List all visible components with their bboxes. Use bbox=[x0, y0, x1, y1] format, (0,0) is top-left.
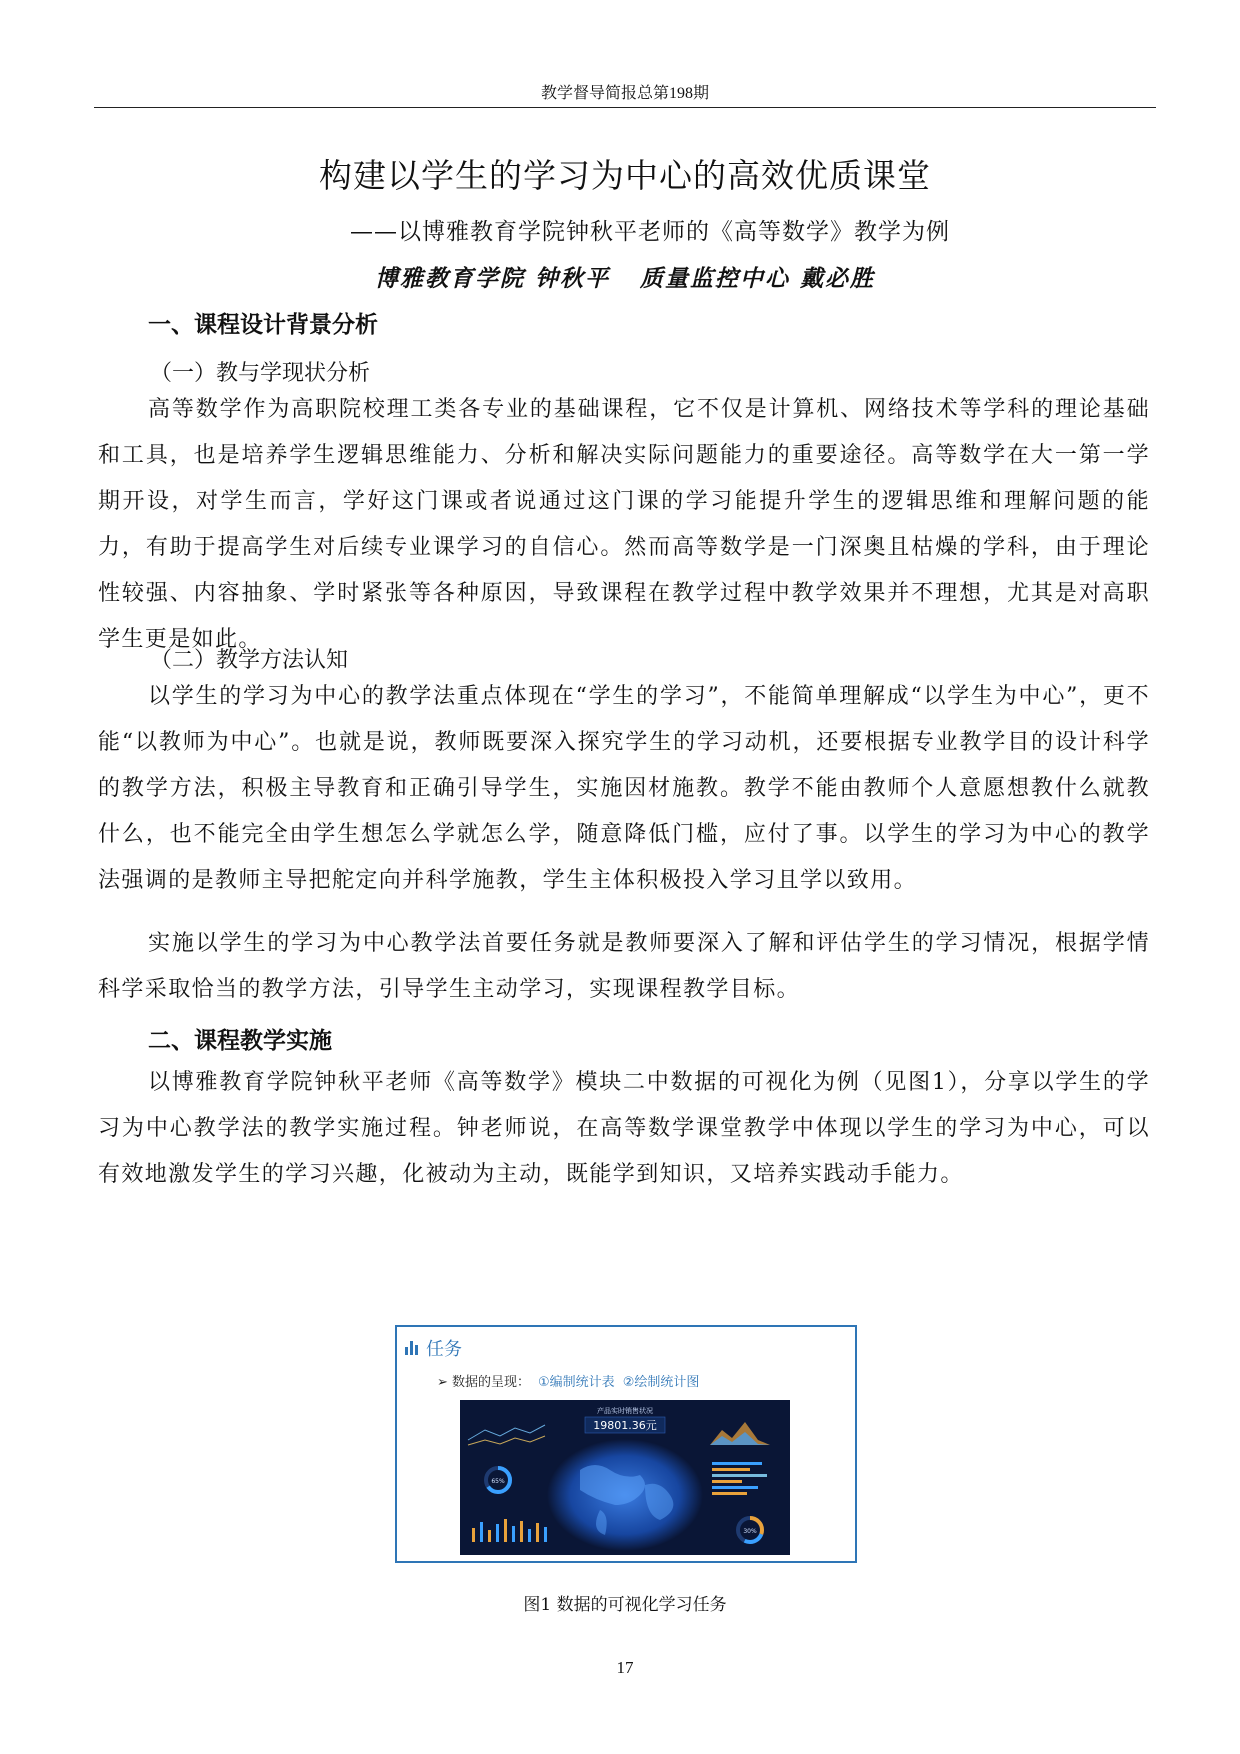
task-line-prefix: ➢ 数据的呈现： bbox=[437, 1375, 531, 1390]
subsection-heading-2: （二）教学方法认知 bbox=[150, 648, 349, 673]
bar-chart-icon bbox=[405, 1341, 418, 1355]
article-subtitle: ——以博雅教育学院钟秋平老师的《高等数学》教学为例 bbox=[350, 219, 950, 245]
gauge-value: 30% bbox=[743, 1528, 757, 1535]
figure-1 bbox=[395, 1325, 857, 1563]
page-number: 17 bbox=[616, 1658, 634, 1677]
task-header bbox=[405, 1335, 462, 1361]
task-item-1: ①编制统计表 bbox=[538, 1375, 615, 1390]
dashboard-image bbox=[460, 1400, 790, 1555]
task-line bbox=[437, 1371, 699, 1390]
header-rule bbox=[94, 107, 1156, 108]
section-heading-1: 一、课程设计背景分析 bbox=[148, 312, 378, 338]
paragraph-implementation: 以博雅教育学院钟秋平老师《高等数学》模块二中数据的可视化为例（见图1），分享以学生的学习为中心教学法的教学实施过程。钟老师说，在高等数学课堂教学中体现以学生的学习为中心，可以有效地激发学生的学习兴趣，化被动为主动，既能学到知识，又培养实践动手能力。 bbox=[98, 1070, 1150, 1187]
gauge-value: 65% bbox=[491, 1478, 505, 1485]
task-label: 任务 bbox=[426, 1339, 462, 1360]
dashboard-title: 产品实时销售状况 bbox=[597, 1407, 653, 1415]
article-authors: 博雅教育学院 钟秋平 质量监控中心 戴必胜 bbox=[374, 265, 876, 292]
paragraph-method-cognition: 以学生的学习为中心的教学法重点体现在“学生的学习”，不能简单理解成“以学生为中心”，更不能“以教师为中心”。也就是说，教师既要深入探究学生的学习动机，还要根据专业教学目的设计科学的教学方法，积极主导教育和正确引导学生，实施因材施教。教学不能由教师个人意愿想教什么就教什么，也不能完全由学生想怎么学就怎么学，随意降低门槛，应付了事。以学生的学习为中心的教学法强调的是教师主导把舵定向并科学施教，学生主体积极投入学习且学以致用。 bbox=[98, 684, 1150, 893]
paragraph-status-analysis: 高等数学作为高职院校理工类各专业的基础课程，它不仅是计算机、网络技术等学科的理论基础和工具，也是培养学生逻辑思维能力、分析和解决实际问题能力的重要途径。高等数学在大一第一学期开设，对学生而言，学好这门课或者说通过这门课的学习能提升学生的逻辑思维和理解问题的能力，有助于提高学生对后续专业课学习的自信心。然而高等数学是一门深奥且枯燥的学科，由于理论性较强、内容抽象、学时紧张等各种原因，导致课程在教学过程中教学效果并不理想，尤其是对高职学生更是如此。 bbox=[98, 397, 1150, 652]
article-title: 构建以学生的学习为中心的高效优质课堂 bbox=[319, 156, 931, 195]
dashboard-graphic bbox=[460, 1400, 790, 1555]
subsection-heading-1: （一）教与学现状分析 bbox=[150, 361, 371, 386]
figure-caption: 图1 数据的可视化学习任务 bbox=[523, 1595, 727, 1615]
paragraph-primary-task: 实施以学生的学习为中心教学法首要任务就是教师要深入了解和评估学生的学习情况，根据学情科学采取恰当的教学方法，引导学生主动学习，实现课程教学目标。 bbox=[98, 931, 1150, 1002]
task-item-2: ②绘制统计图 bbox=[622, 1375, 700, 1390]
section-heading-2: 二、课程教学实施 bbox=[148, 1028, 332, 1054]
dashboard-sales-value: 19801.36元 bbox=[593, 1419, 657, 1432]
running-header: 教学督导简报总第198期 bbox=[540, 85, 709, 102]
